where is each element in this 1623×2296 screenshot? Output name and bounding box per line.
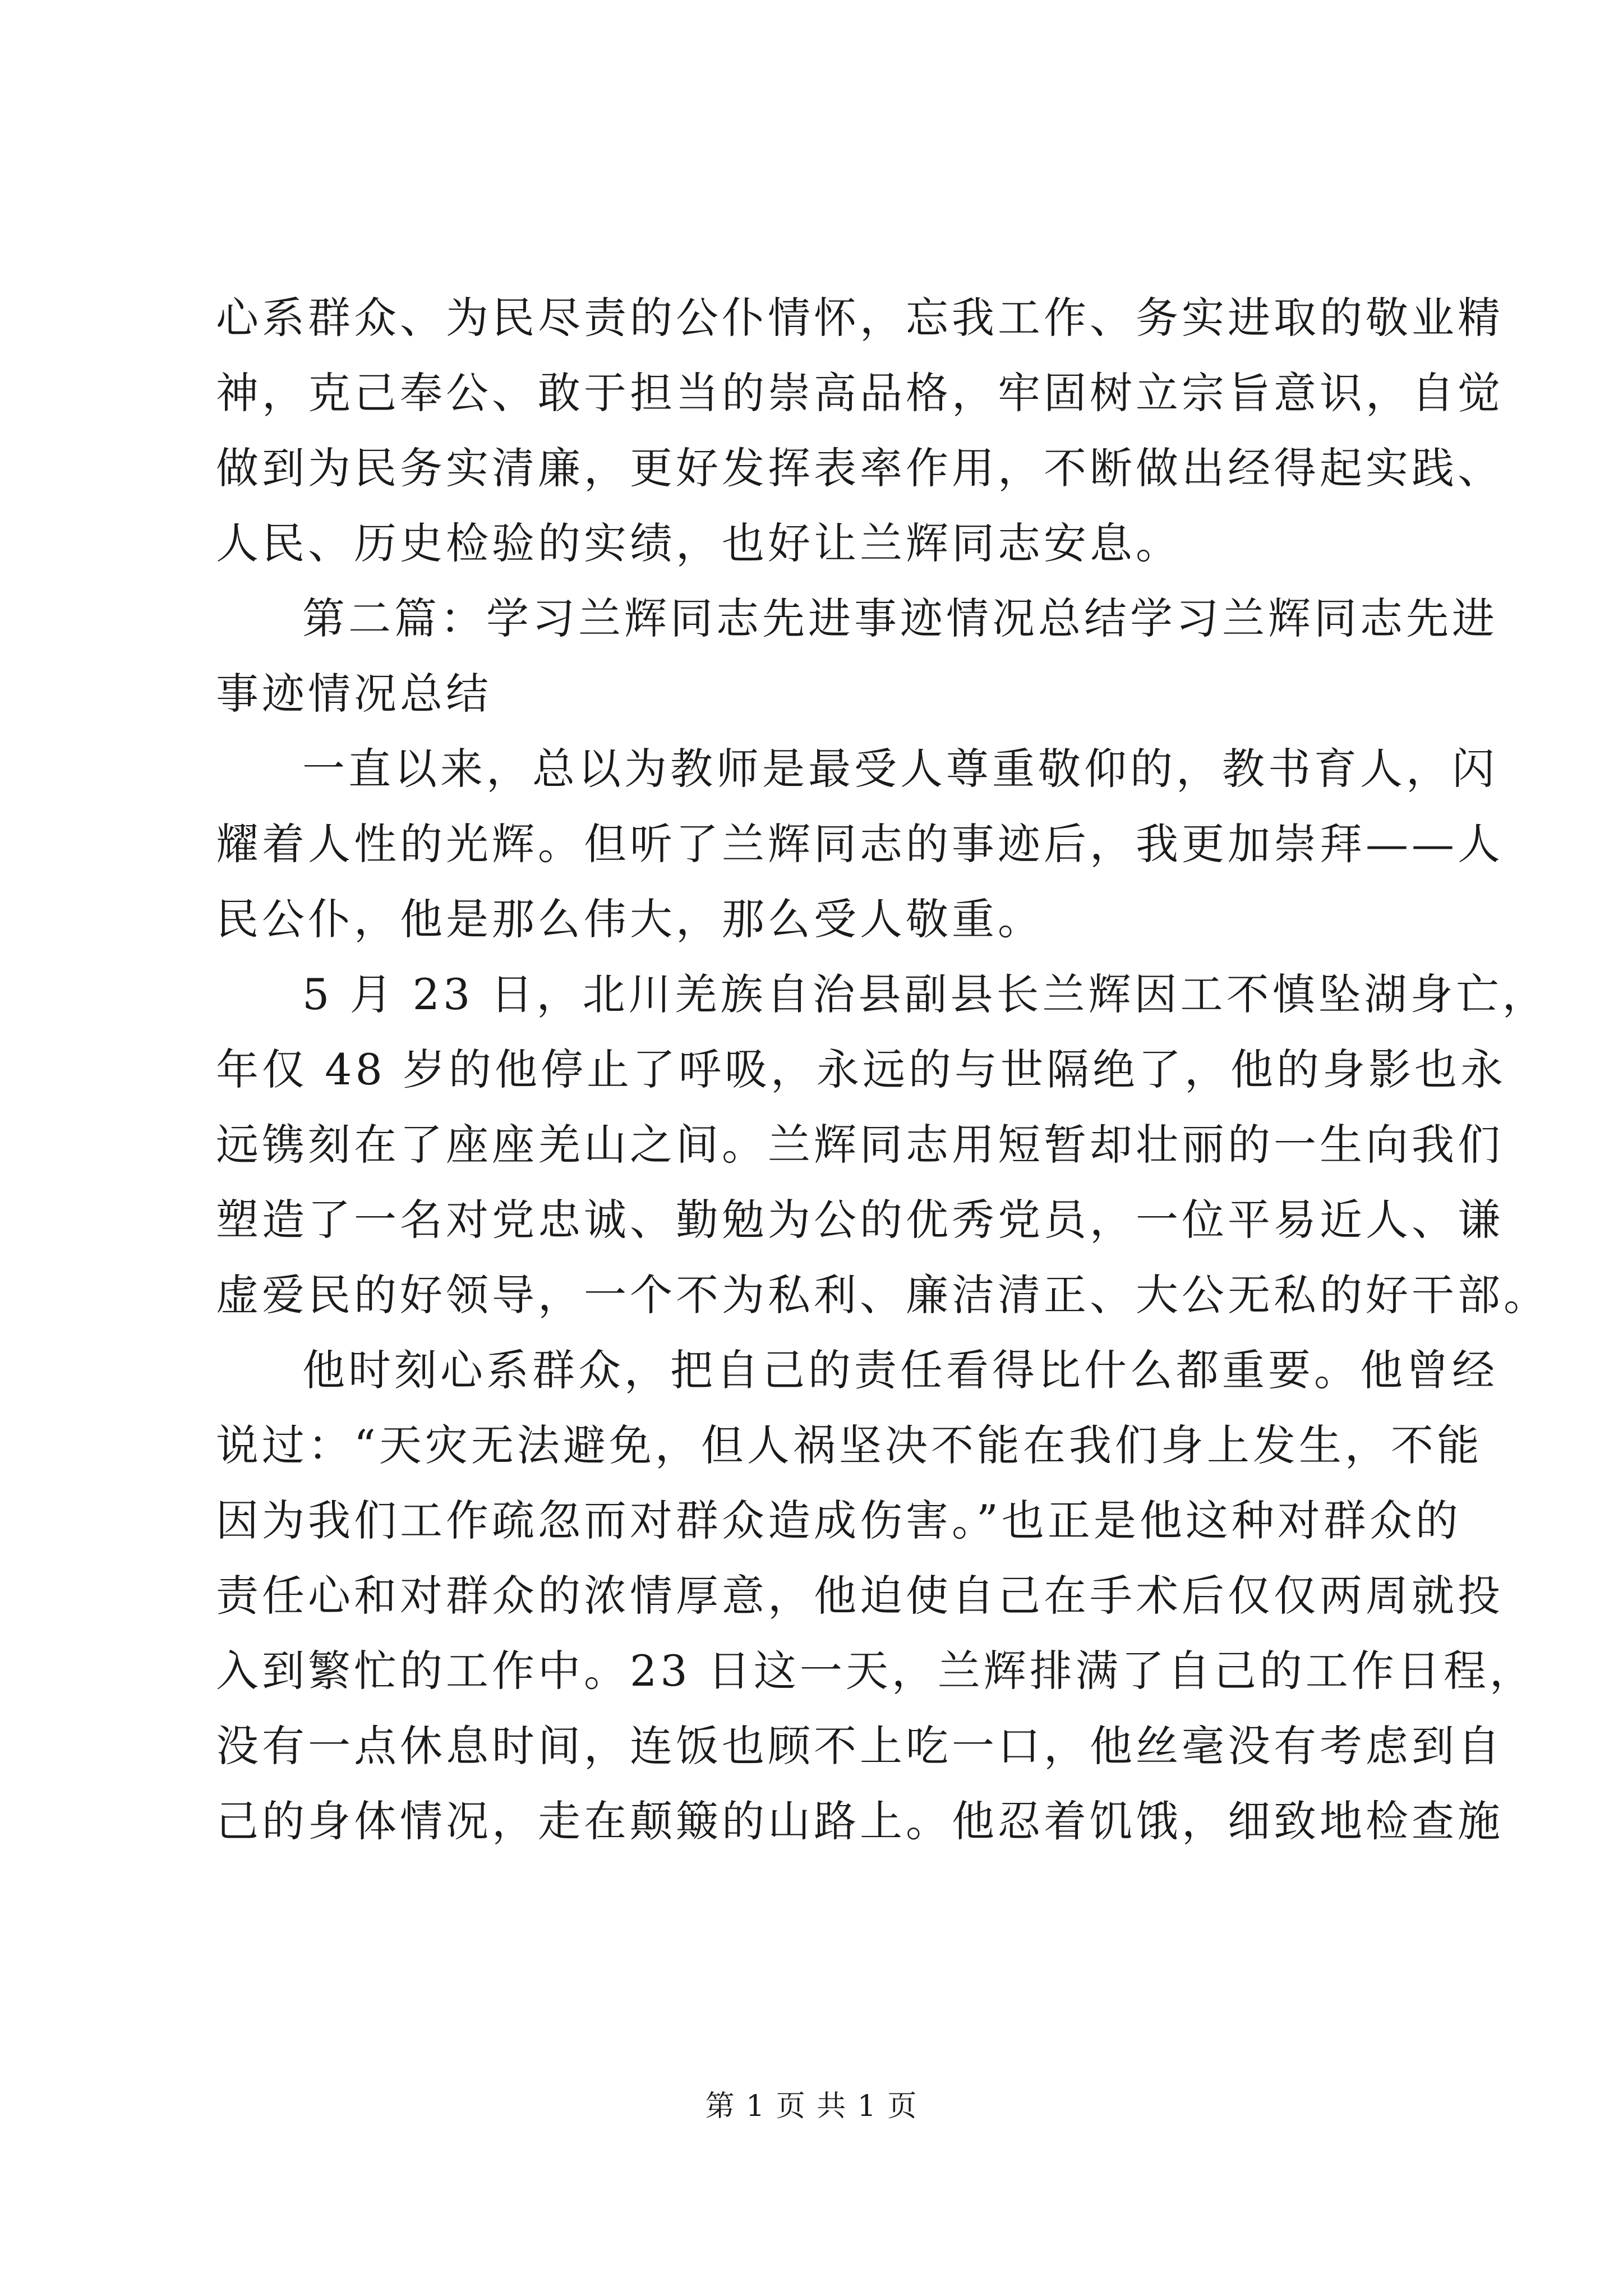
text-line: 远镌刻在了座座羌山之间。兰辉同志用短暂却壮丽的一生向我们 <box>216 1120 1504 1170</box>
text-line: 入到繁忙的工作中。23 日这一天，兰辉排满了自己的工作日程， <box>216 1646 1536 1696</box>
section-heading-line: 事迹情况总结 <box>216 669 492 719</box>
text-line: 神，克己奉公、敢于担当的崇高品格，牢固树立宗旨意识，自觉 <box>216 368 1504 418</box>
text-line: 因为我们工作疏忽而对群众造成伤害。”也正是他这种对群众的 <box>216 1496 1461 1545</box>
text-line: 塑造了一名对党忠诚、勤勉为公的优秀党员，一位平易近人、谦 <box>216 1195 1504 1245</box>
page-number-footer: 第 1 页 共 1 页 <box>705 2090 918 2123</box>
text-line: 说过：“天灾无法避免，但人祸坚决不能在我们身上发生，不能 <box>216 1420 1483 1470</box>
text-line: 年仅 48 岁的他停止了呼吸，永远的与世隔绝了，他的身影也永 <box>216 1045 1507 1094</box>
text-line: 做到为民务实清廉，更好发挥表率作用，不断做出经得起实践、 <box>216 443 1504 493</box>
text-line: 人民、历史检验的实绩，也好让兰辉同志安息。 <box>216 518 1182 568</box>
text-line: 己的身体情况，走在颠簸的山路上。他忍着饥饿，细致地检查施 <box>216 1796 1504 1846</box>
text-line: 责任心和对群众的浓情厚意，他迫使自己在手术后仅仅两周就投 <box>216 1571 1504 1621</box>
document-body <box>216 280 1550 1859</box>
section-heading-line: 第二篇：学习兰辉同志先进事迹情况总结学习兰辉同志先进 <box>302 593 1498 643</box>
text-line: 他时刻心系群众，把自己的责任看得比什么都重要。他曾经 <box>302 1345 1498 1395</box>
text-line: 一直以来，总以为教师是最受人尊重敬仰的，教书育人，闪 <box>302 744 1498 794</box>
text-line: 虚爱民的好领导，一个不为私利、廉洁清正、大公无私的好干部。 <box>216 1270 1550 1320</box>
text-line: 耀着人性的光辉。但听了兰辉同志的事迹后，我更加崇拜——人 <box>216 819 1504 869</box>
text-line: 心系群众、为民尽责的公仆情怀，忘我工作、务实进取的敬业精 <box>216 293 1504 343</box>
text-line: 民公仆，他是那么伟大，那么受人敬重。 <box>216 894 1044 944</box>
text-line: 没有一点休息时间，连饭也顾不上吃一口，他丝毫没有考虑到自 <box>216 1721 1504 1771</box>
text-line: 5 月 23 日，北川羌族自治县副县长兰辉因工不慎坠湖身亡， <box>302 969 1548 1019</box>
